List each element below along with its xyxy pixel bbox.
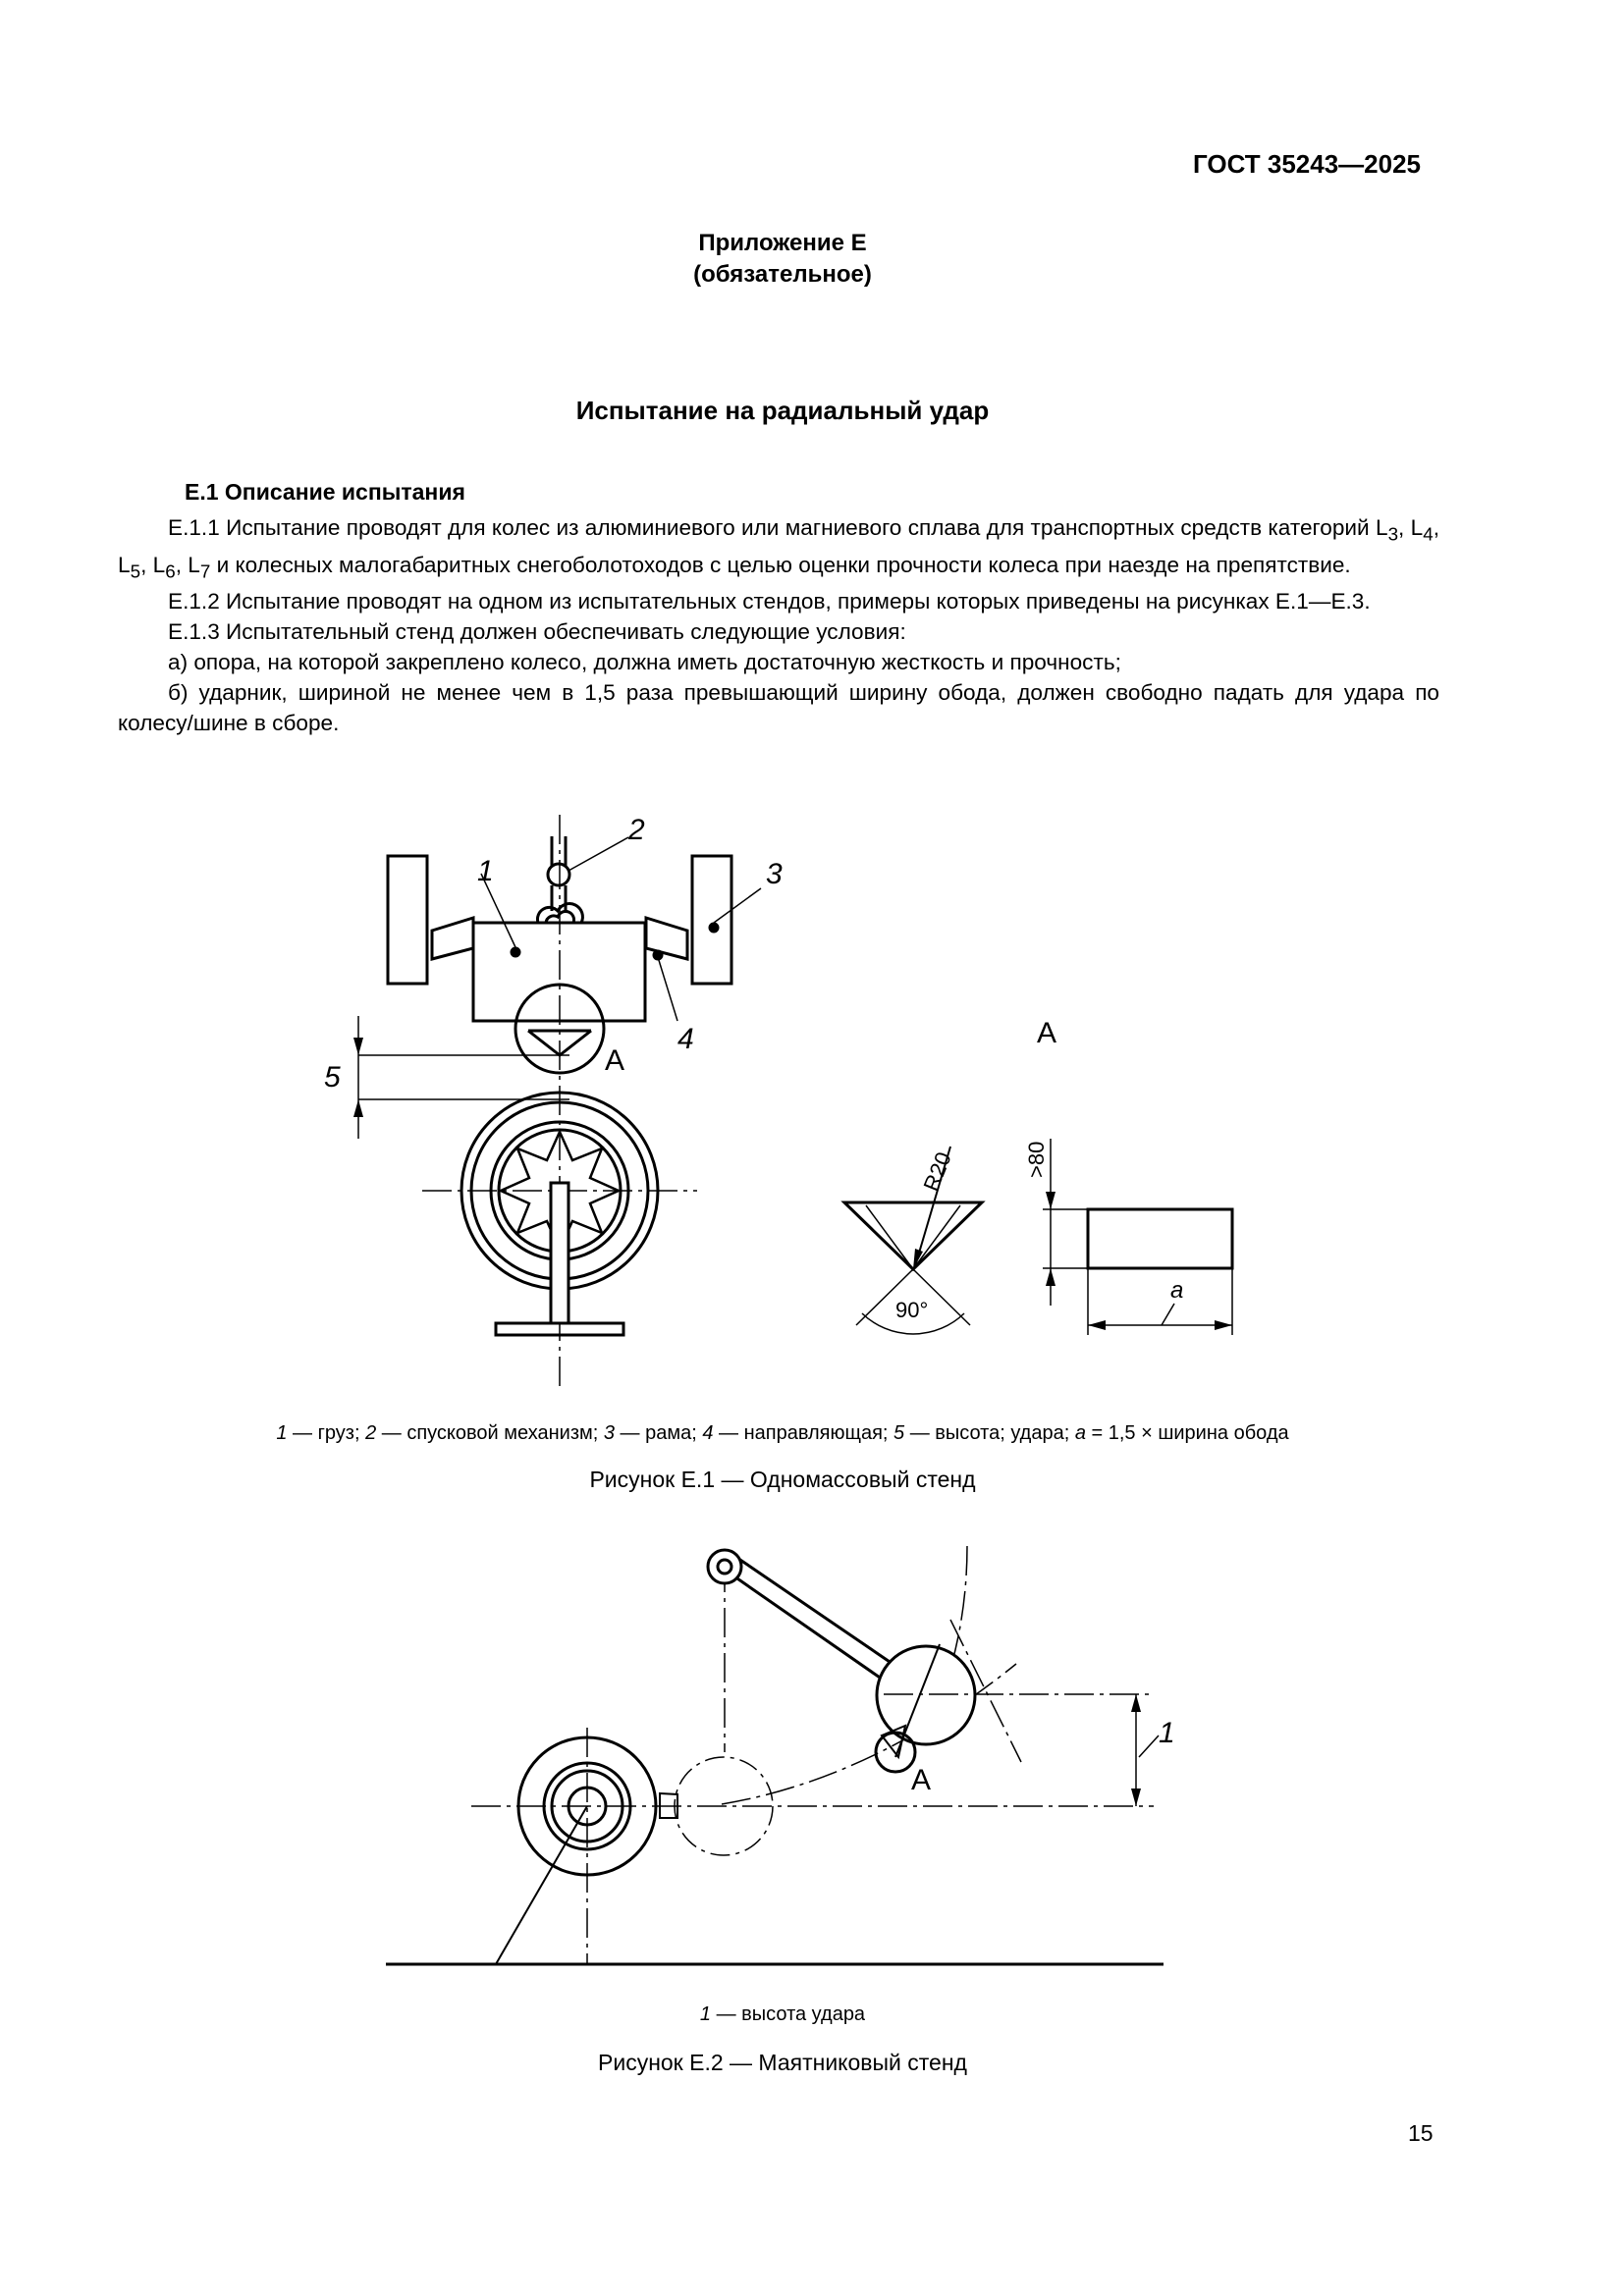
standard-number: ГОСТ 35243—2025: [1193, 149, 1421, 179]
label-5: 5: [324, 1061, 341, 1094]
label-1: 1: [477, 855, 494, 887]
wheel-support: [551, 1183, 568, 1323]
guide-right: [646, 918, 687, 959]
striker-block: [1088, 1209, 1232, 1268]
vehicle-category: $L_3$: [1375, 515, 1399, 545]
label-a-marker-2: А: [911, 1764, 932, 1796]
dim-a: a: [1170, 1277, 1184, 1304]
angle-90: 90°: [895, 1298, 929, 1322]
figure-e2-legend: 1 — высота удара: [699, 2003, 866, 2025]
figure-e2-caption: Рисунок Е.2 — Маятниковый стенд: [598, 2050, 967, 2075]
appendix-title: Приложение Е: [698, 230, 867, 256]
vehicle-category: $L_6$: [152, 552, 176, 582]
label-height-1: 1: [1159, 1717, 1175, 1749]
radius-r20: R20: [918, 1148, 956, 1195]
striker-profile: [844, 1202, 982, 1269]
paragraph-e-1-3: Е.1.3 Испытательный стенд должен обеспечивать следующие условия:: [168, 619, 906, 645]
frame-right: [692, 856, 731, 984]
figure-e2-drawing: [0, 1517, 1624, 1993]
label-3: 3: [766, 858, 783, 890]
figure-e1-legend: 1 — груз; 2 — спусковой механизм; 3 — рама; 4 — направляющая; 5 — высота; удара; a = 1,5 × ширина обода: [276, 1422, 1289, 1444]
figure-e1-drawing: [0, 805, 1624, 1404]
body-text: [118, 512, 1439, 738]
label-4: 4: [677, 1023, 694, 1055]
pendulum-pivot: [708, 1550, 741, 1583]
release-ring: [548, 864, 569, 885]
guide-left: [432, 918, 473, 959]
vehicle-category: $L_7$: [188, 552, 211, 582]
figure-e1-caption: Рисунок Е.1 — Одномассовый стенд: [589, 1467, 976, 1492]
section-title: Е.1 Описание испытания: [185, 479, 465, 505]
label-2: 2: [628, 814, 645, 846]
frame-left: [388, 856, 427, 984]
vehicle-category: $L_5$: [118, 552, 141, 582]
dim-80: >80: [1024, 1141, 1049, 1178]
page-number: 15: [1408, 2120, 1434, 2146]
appendix-heading: Испытание на радиальный удар: [575, 396, 990, 425]
detail-a-title: А: [1037, 1017, 1057, 1049]
label-a-marker: А: [605, 1044, 625, 1077]
appendix-status: (обязательное): [693, 261, 872, 288]
list-item-b: б) ударник, шириной не менее чем в 1,5 раза превышающий ширину обода, должен свободно падать для удара по колесу/шине в сборе.: [118, 680, 1439, 736]
pendulum-arm: [722, 1556, 895, 1680]
vehicle-category: $L_4$: [1410, 515, 1434, 545]
paragraph-e-1-2: Е.1.2 Испытание проводят на одном из испытательных стендов, примеры которых приведены на рисунках Е.1—Е.3.: [168, 589, 1371, 614]
appendix-block: [0, 228, 1565, 291]
list-item-a: а) опора, на которой закреплено колесо, должна иметь достаточную жесткость и прочность;: [168, 650, 1121, 675]
paragraph-e-1-1: Е.1.1 Испытание проводят для колес из алюминиевого или магниевого сплава для транспортных средств категорий $L_3$, $L_4$, $L_5$, $L_6$, $L_7$ и колесных малогабаритных снегоболотоходов с целью оценки прочности колеса при наезде на препятствие.: [118, 515, 1439, 582]
pendulum-weight: [877, 1646, 975, 1744]
